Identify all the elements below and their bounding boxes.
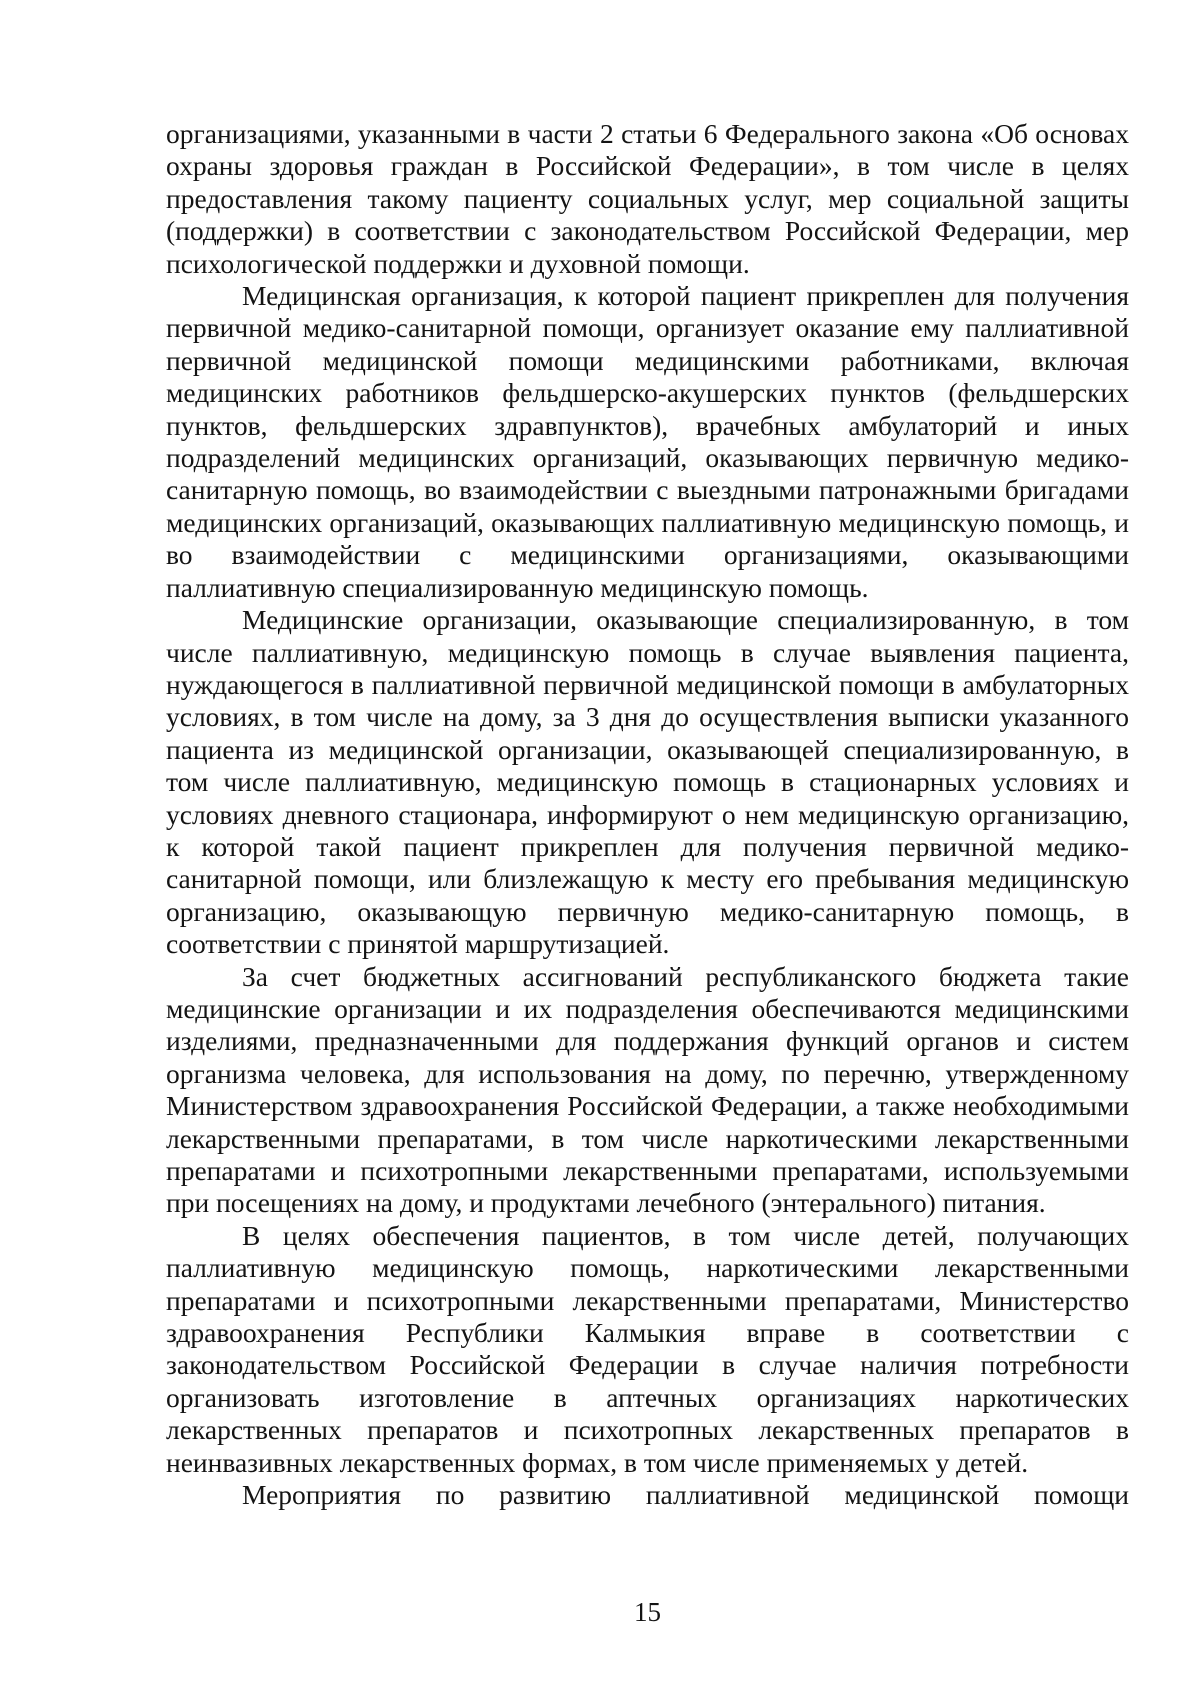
paragraph-budget-funding: За счет бюджетных ассигнований республиканского бюджета такие медицинские организации и их подразделения обеспечиваются медицинскими изделиями, предназначенными для поддержания функций органов и систем организма человека, для использования на дому, по перечню, утвержденному Министерством здравоохранения Российской Федерации, а также необходимыми лекарственными препаратами, в том числе наркотическими лекарственными препаратами и психотропными лекарственными препаратами, используемыми при посещениях на дому, и продуктами лечебного (энтерального) питания. — [166, 960, 1129, 1219]
paragraph-specialized-care-notification: Медицинские организации, оказывающие специализированную, в том числе паллиативную, медицинскую помощь в случае выявления пациента, нуждающегося в паллиативной первичной медицинской помощи в амбулаторных условиях, в том числе на дому, за 3 дня до осуществления выписки указанного пациента из медицинской организации, оказывающей специализированную, в том числе паллиативную, медицинскую помощь в стационарных условиях и условиях дневного стационара, информируют о нем медицинскую организацию, к которой такой пациент прикреплен для получения первичной медико-санитарной помощи, или близлежащую к месту его пребывания медицинскую организацию, оказывающую первичную медико-санитарную помощь, в соответствии с принятой маршрутизацией. — [166, 604, 1129, 960]
document-body — [166, 118, 1129, 1511]
paragraph-narcotic-drugs: В целях обеспечения пациентов, в том числе детей, получающих паллиативную медицинскую помощь, наркотическими лекарственными препаратами и психотропными лекарственными препаратами, Министерство здравоохранения Республики Калмыкия вправе в соответствии с законодательством Российской Федерации в случае наличия потребности организовать изготовление в аптечных организациях наркотических лекарственных препаратов и психотропных лекарственных препаратов в неинвазивных лекарственных формах, в том числе применяемых у детей. — [166, 1219, 1129, 1478]
page-number: 15 — [634, 1597, 661, 1627]
paragraph-primary-care-organization: Медицинская организация, к которой пациент прикреплен для получения первичной медико-санитарной помощи, организует оказание ему паллиативной первичной медицинской помощи медицинскими работниками, включая медицинских работников фельдшерско-акушерских пунктов (фельдшерских пунктов, фельдшерских здравпунктов), врачебных амбулаторий и иных подразделений медицинских организаций, оказывающих первичную медико-санитарную помощь, во взаимодействии с выездными патронажными бригадами медицинских организаций, оказывающих паллиативную медицинскую помощь, и во взаимодействии с медицинскими организациями, оказывающими паллиативную специализированную медицинскую помощь. — [166, 280, 1129, 603]
paragraph-development-measures: Мероприятия по развитию паллиативной медицинской помощи — [242, 1479, 1129, 1511]
paragraph-continuation: организациями, указанными в части 2 статьи 6 Федерального закона «Об основах охраны здоровья граждан в Российской Федерации», в том числе в целях предоставления такому пациенту социальных услуг, мер социальной защиты (поддержки) в соответствии с законодательством Российской Федерации, мер психологической поддержки и духовной помощи. — [166, 118, 1129, 279]
